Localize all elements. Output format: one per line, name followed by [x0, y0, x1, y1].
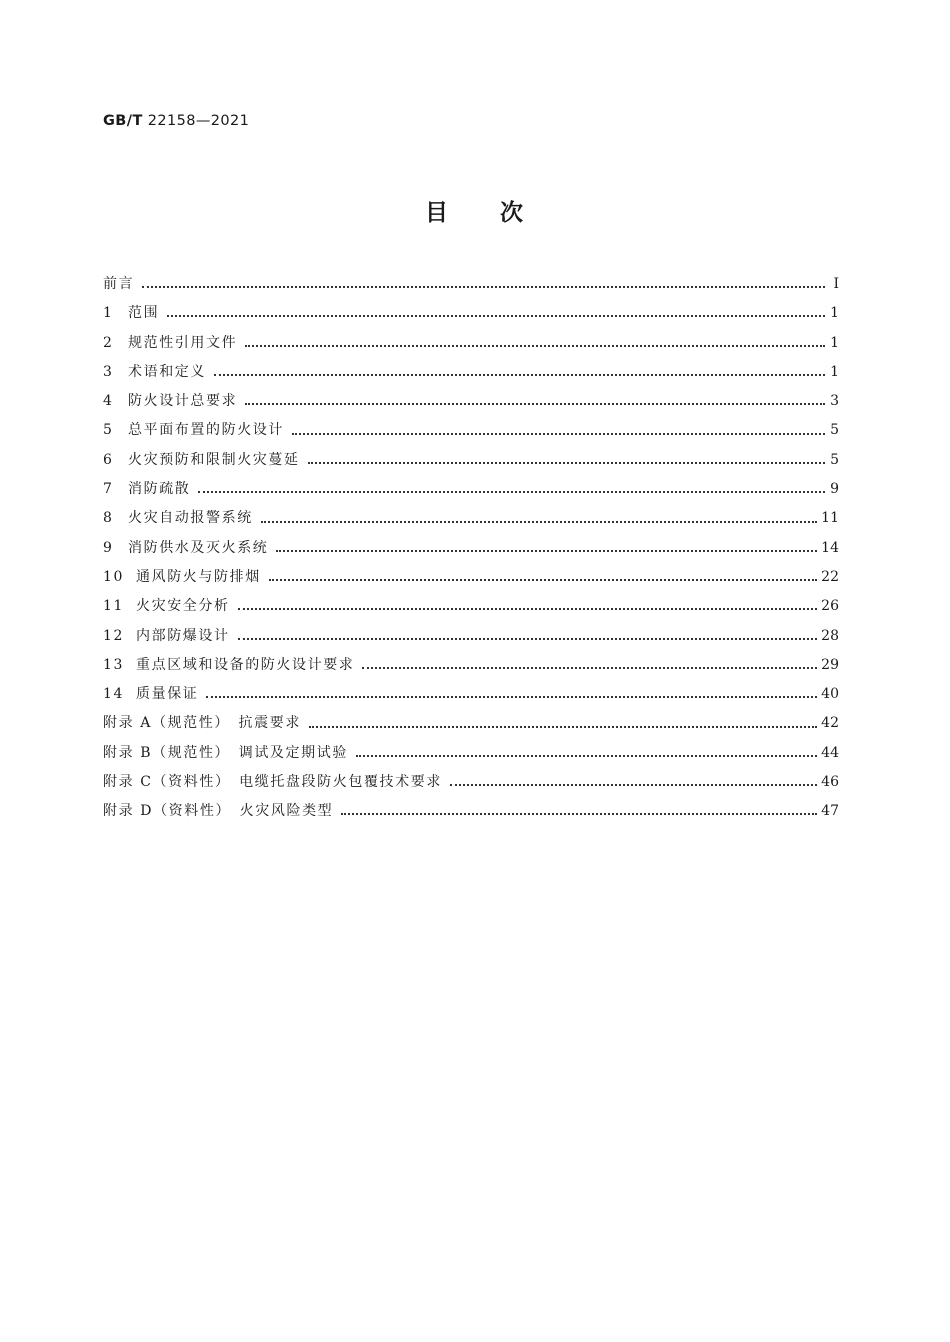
toc-entry-label: 范围: [128, 305, 160, 322]
toc-entry-page-number: 46: [821, 774, 839, 791]
toc-entry[interactable]: [103, 358, 839, 387]
toc-entry[interactable]: [103, 475, 839, 504]
toc-entry-page-number: 26: [821, 598, 839, 615]
toc-entry-label: 前言: [103, 276, 135, 292]
dot-leader: [167, 314, 825, 317]
toc-entry[interactable]: [103, 534, 839, 563]
toc-entry-label: 消防供水及灭火系统: [128, 539, 269, 556]
toc-entry-number: 6: [103, 451, 114, 468]
dot-leader: [238, 637, 818, 640]
dot-leader: [214, 373, 825, 376]
toc-entry[interactable]: [103, 299, 839, 328]
toc-entry-number: 3: [103, 363, 114, 380]
toc-entry-page-number: 40: [821, 686, 839, 703]
dot-leader: [261, 520, 817, 523]
toc-entry-label: 术语和定义: [128, 363, 206, 380]
toc-entry[interactable]: [103, 797, 839, 826]
page-title: 目 次: [425, 200, 525, 226]
toc-entry-number: 11: [103, 598, 125, 615]
dot-leader: [341, 812, 817, 815]
toc-entry[interactable]: [103, 387, 839, 416]
toc-entry[interactable]: [103, 768, 839, 797]
toc-entry-page-number: 42: [821, 715, 839, 732]
toc-entry-page-number: 1: [830, 305, 839, 322]
dot-leader: [276, 549, 817, 552]
dot-leader: [308, 461, 825, 464]
toc-entry[interactable]: [103, 592, 839, 621]
dot-leader: [309, 725, 817, 728]
toc-entry-label: 火灾安全分析: [136, 598, 230, 615]
toc-entry-label: 通风防火与防排烟: [136, 568, 261, 585]
toc-entry-number: 2: [103, 334, 114, 351]
toc-entry-label: 质量保证: [136, 686, 199, 703]
toc-entry-number: 1: [103, 305, 114, 322]
dot-leader: [245, 402, 825, 405]
toc-entry-page-number: 47: [821, 803, 839, 820]
toc-entry[interactable]: [103, 622, 839, 651]
toc-entry-number: 10: [103, 568, 125, 585]
toc-entry-label: 附录 C（资料性） 电缆托盘段防火包覆技术要求: [103, 774, 442, 791]
standard-code: [103, 113, 249, 129]
toc-entry-number: 7: [103, 481, 114, 498]
toc-entry-page-number: 29: [821, 656, 839, 673]
toc-entry[interactable]: [103, 270, 839, 299]
toc-entry[interactable]: [103, 446, 839, 475]
toc-entry-page-number: 22: [821, 568, 839, 585]
standard-prefix: GB/T: [103, 113, 143, 129]
toc-entry[interactable]: [103, 739, 839, 768]
toc-entry-page-number: 14: [821, 539, 839, 556]
toc-entry-page-number: Ⅰ: [833, 276, 839, 292]
dot-leader: [450, 783, 817, 786]
toc-entry-label: 规范性引用文件: [128, 334, 238, 351]
toc-entry-number: 9: [103, 539, 114, 556]
toc-entry-label: 内部防爆设计: [136, 627, 230, 644]
dot-leader: [356, 754, 817, 757]
dot-leader: [198, 490, 825, 493]
dot-leader: [292, 432, 825, 435]
toc-entry[interactable]: [103, 416, 839, 445]
toc-entry-label: 附录 B（规范性） 调试及定期试验: [103, 744, 348, 761]
toc-entry[interactable]: [103, 680, 839, 709]
dot-leader: [269, 578, 817, 581]
toc-entry-label: 附录 A（规范性） 抗震要求: [103, 715, 301, 732]
toc-entry-label: 火灾自动报警系统: [128, 510, 253, 527]
toc-entry-page-number: 11: [821, 510, 839, 527]
toc-entry-page-number: 28: [821, 627, 839, 644]
toc-entry-page-number: 44: [821, 744, 839, 761]
dot-leader: [245, 344, 825, 347]
toc-entry-label: 附录 D（资料性） 火灾风险类型: [103, 803, 334, 820]
dot-leader: [206, 695, 817, 698]
toc-entry-page-number: 5: [830, 422, 839, 439]
toc-entry-number: 4: [103, 393, 114, 410]
toc-entry-label: 火灾预防和限制火灾蔓延: [128, 451, 300, 468]
dot-leader: [142, 285, 825, 288]
toc-entry-number: 12: [103, 627, 125, 644]
dot-leader: [362, 666, 817, 669]
table-of-contents: [103, 270, 839, 827]
toc-entry-label: 消防疏散: [128, 481, 191, 498]
toc-entry[interactable]: [103, 504, 839, 533]
toc-entry-number: 8: [103, 510, 114, 527]
toc-entry[interactable]: [103, 651, 839, 680]
toc-entry-page-number: 1: [830, 363, 839, 380]
toc-entry-number: 13: [103, 656, 125, 673]
toc-entry[interactable]: [103, 329, 839, 358]
toc-entry[interactable]: [103, 563, 839, 592]
toc-entry-label: 防火设计总要求: [128, 393, 238, 410]
standard-number: 22158—2021: [147, 113, 250, 129]
toc-entry-page-number: 1: [830, 334, 839, 351]
toc-entry-number: 5: [103, 422, 114, 439]
toc-entry-label: 总平面布置的防火设计: [128, 422, 284, 439]
toc-entry-page-number: 5: [830, 451, 839, 468]
toc-entry-page-number: 9: [830, 481, 839, 498]
toc-entry-page-number: 3: [830, 393, 839, 410]
dot-leader: [238, 607, 818, 610]
toc-entry-label: 重点区域和设备的防火设计要求: [136, 656, 355, 673]
toc-entry[interactable]: [103, 709, 839, 738]
toc-entry-number: 14: [103, 686, 125, 703]
